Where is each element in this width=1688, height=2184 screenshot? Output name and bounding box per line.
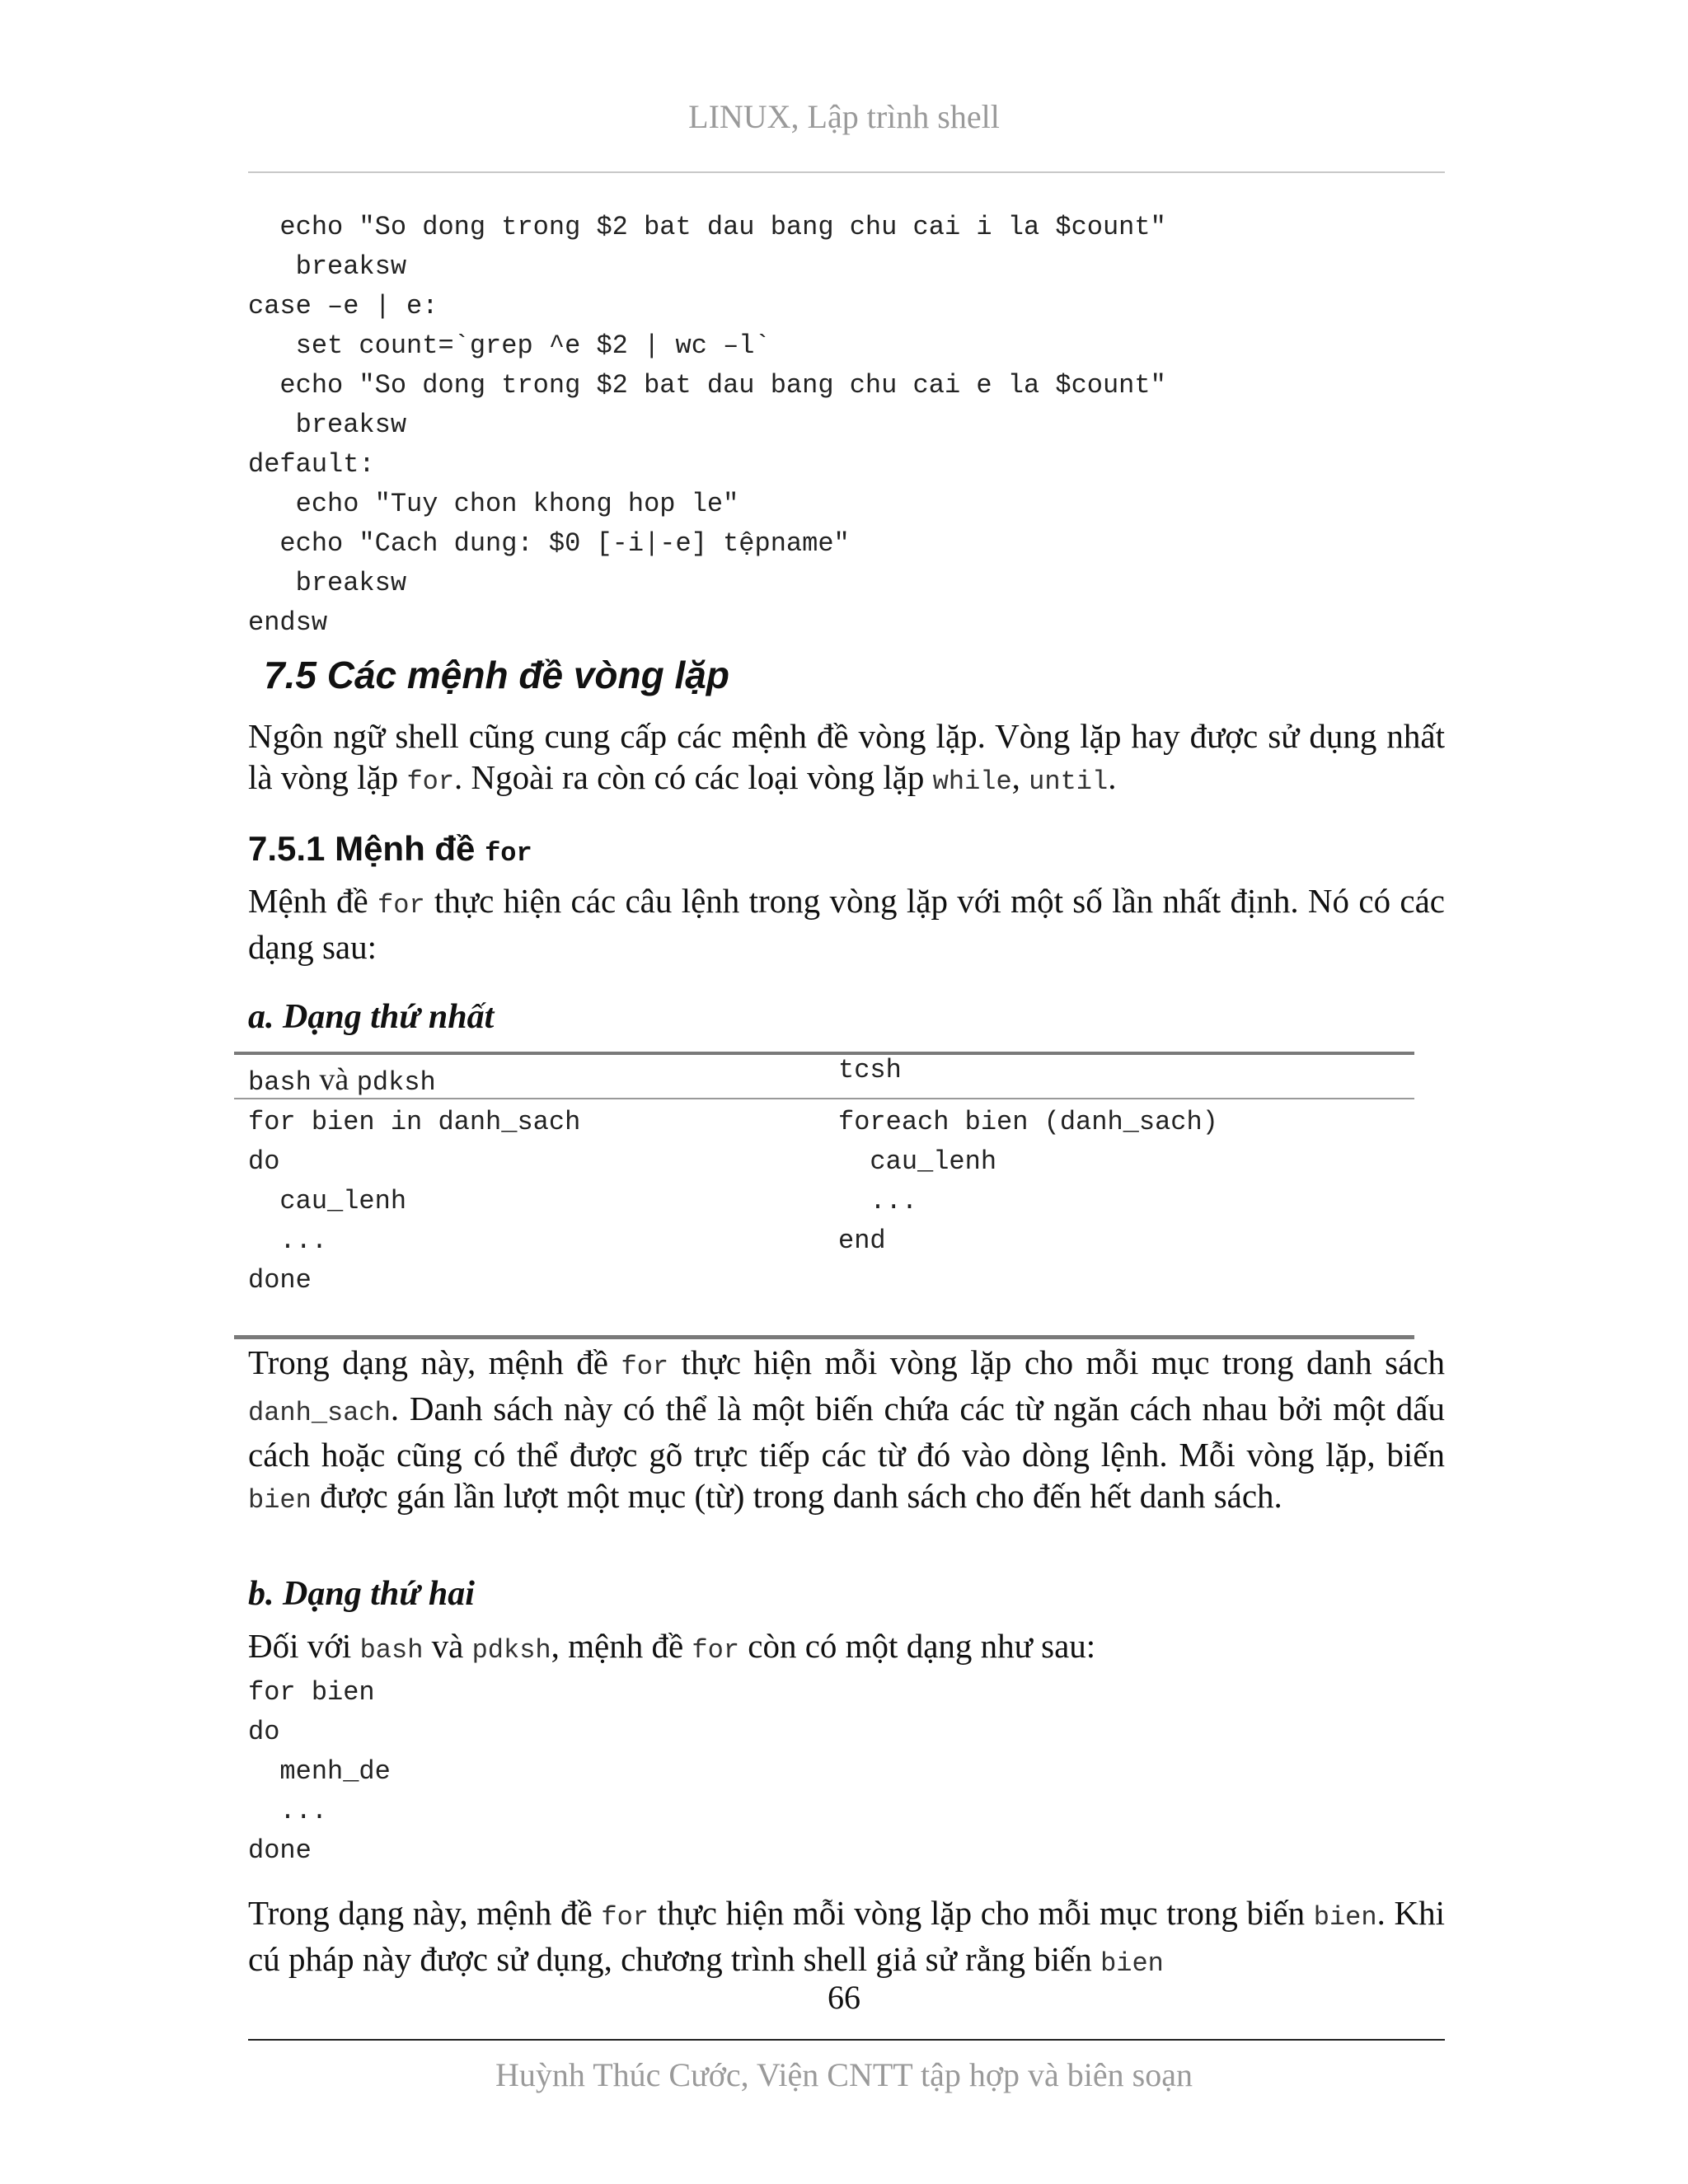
header-code: pdksh: [356, 1067, 436, 1098]
inline-code: for: [377, 890, 425, 921]
header-text: và: [311, 1062, 357, 1097]
text: ,: [1011, 758, 1029, 796]
text: .: [1108, 758, 1117, 796]
inline-code: danh_sach: [248, 1398, 391, 1428]
inline-code: bien: [248, 1485, 312, 1516]
tcsh-syntax-code: foreach bien (danh_sach) cau_lenh ... end: [838, 1107, 1218, 1256]
inline-code: pdksh: [471, 1635, 551, 1666]
running-footer: Huỳnh Thúc Cước, Viện CNTT tập hợp và biên soạn: [495, 2056, 1193, 2093]
form-a-heading: a. Dạng thứ nhất: [248, 998, 495, 1036]
inline-code: while: [932, 766, 1012, 797]
form-b-intro: [248, 1625, 1445, 1671]
text: thực hiện mỗi vòng lặp cho mỗi mục trong biến: [648, 1894, 1314, 1932]
running-header: LINUX, Lập trình shell: [688, 98, 1000, 135]
inline-code: for: [692, 1635, 740, 1666]
page-number: 66: [828, 1979, 860, 2016]
inline-code: for: [406, 766, 455, 797]
text: , mệnh đề: [551, 1627, 692, 1665]
header-code: bash: [248, 1067, 312, 1098]
heading-code: for: [485, 838, 532, 869]
form-a-description: [248, 1342, 1445, 1521]
inline-code: for: [621, 1352, 669, 1382]
text: Trong dạng này, mệnh đề: [248, 1894, 602, 1932]
text: thực hiện mỗi vòng lặp cho mỗi mục trong danh sách: [668, 1343, 1446, 1381]
text: được gán lần lượt một mục (từ) trong danh sách cho đến hết danh sách.: [311, 1477, 1282, 1515]
section-heading-7-5: 7.5 Các mệnh đề vòng lặp: [264, 654, 729, 696]
text: Ngôn ngữ shell cũng cung cấp các mệnh đề vòng lặp. Vòng lặp hay được sử dụng nhất là vòng lặp: [248, 717, 1445, 796]
heading-text: 7.5.1 Mệnh đề: [248, 829, 485, 868]
table-header-tcsh: tcsh: [838, 1055, 902, 1085]
text: Đối với: [248, 1627, 360, 1665]
inline-code: bien: [1100, 1948, 1164, 1979]
text: . Khi cú pháp này được sử dụng, chương trình shell giả sử rằng biến: [248, 1894, 1445, 1978]
header-rule: [248, 171, 1445, 173]
code-block-switch: echo "So dong trong $2 bat dau bang chu cai i la $count" breaksw case –e | e: set count=`grep ^e $2 | wc –l` echo "So dong trong $2 bat dau bang chu cai e la $count" breaksw default: echo "Tuy chon khong hop le" echo "Cach dung: $0 [-i|-e] tệpname" breaksw endsw: [248, 212, 1166, 638]
text: . Danh sách này có thể là một biến chứa các từ ngăn cách nhau bởi một dấu cách hoặc cũng có thể được gõ trực tiếp các từ đó vào dòng lệnh. Mỗi vòng lặp, biến: [248, 1390, 1445, 1474]
loop-intro-paragraph: [248, 715, 1445, 803]
section-heading-7-5-1: [248, 829, 532, 869]
inline-code: bash: [359, 1635, 424, 1666]
inline-code: bien: [1313, 1902, 1377, 1933]
form-b-heading: b. Dạng thứ hai: [248, 1575, 475, 1613]
syntax-table-form-a: [234, 1052, 1414, 1340]
footer-rule: [248, 2039, 1445, 2041]
text: còn có một dạng như sau:: [739, 1627, 1096, 1665]
inline-code: for: [601, 1902, 649, 1933]
table-bottom-rule: [234, 1335, 1414, 1339]
text: thực hiện các câu lệnh trong vòng lặp với một số lần nhất định. Nó có các dạng sau:: [248, 882, 1445, 966]
text: . Ngoài ra còn có các loại vòng lặp: [454, 758, 933, 796]
bash-syntax-code: for bien in danh_sach do cau_lenh ... done: [248, 1107, 581, 1296]
for-intro-paragraph: [248, 880, 1445, 968]
text: Mệnh đề: [248, 882, 378, 920]
code-block-form-b: for bien do menh_de ... done: [248, 1677, 391, 1866]
form-b-description: [248, 1892, 1445, 1985]
text: Trong dạng này, mệnh đề: [248, 1343, 621, 1381]
table-top-rule: [234, 1052, 1414, 1055]
table-header-rule: [234, 1098, 1414, 1099]
text: và: [423, 1627, 472, 1665]
table-header-bash: [248, 1062, 436, 1098]
inline-code: until: [1029, 766, 1109, 797]
